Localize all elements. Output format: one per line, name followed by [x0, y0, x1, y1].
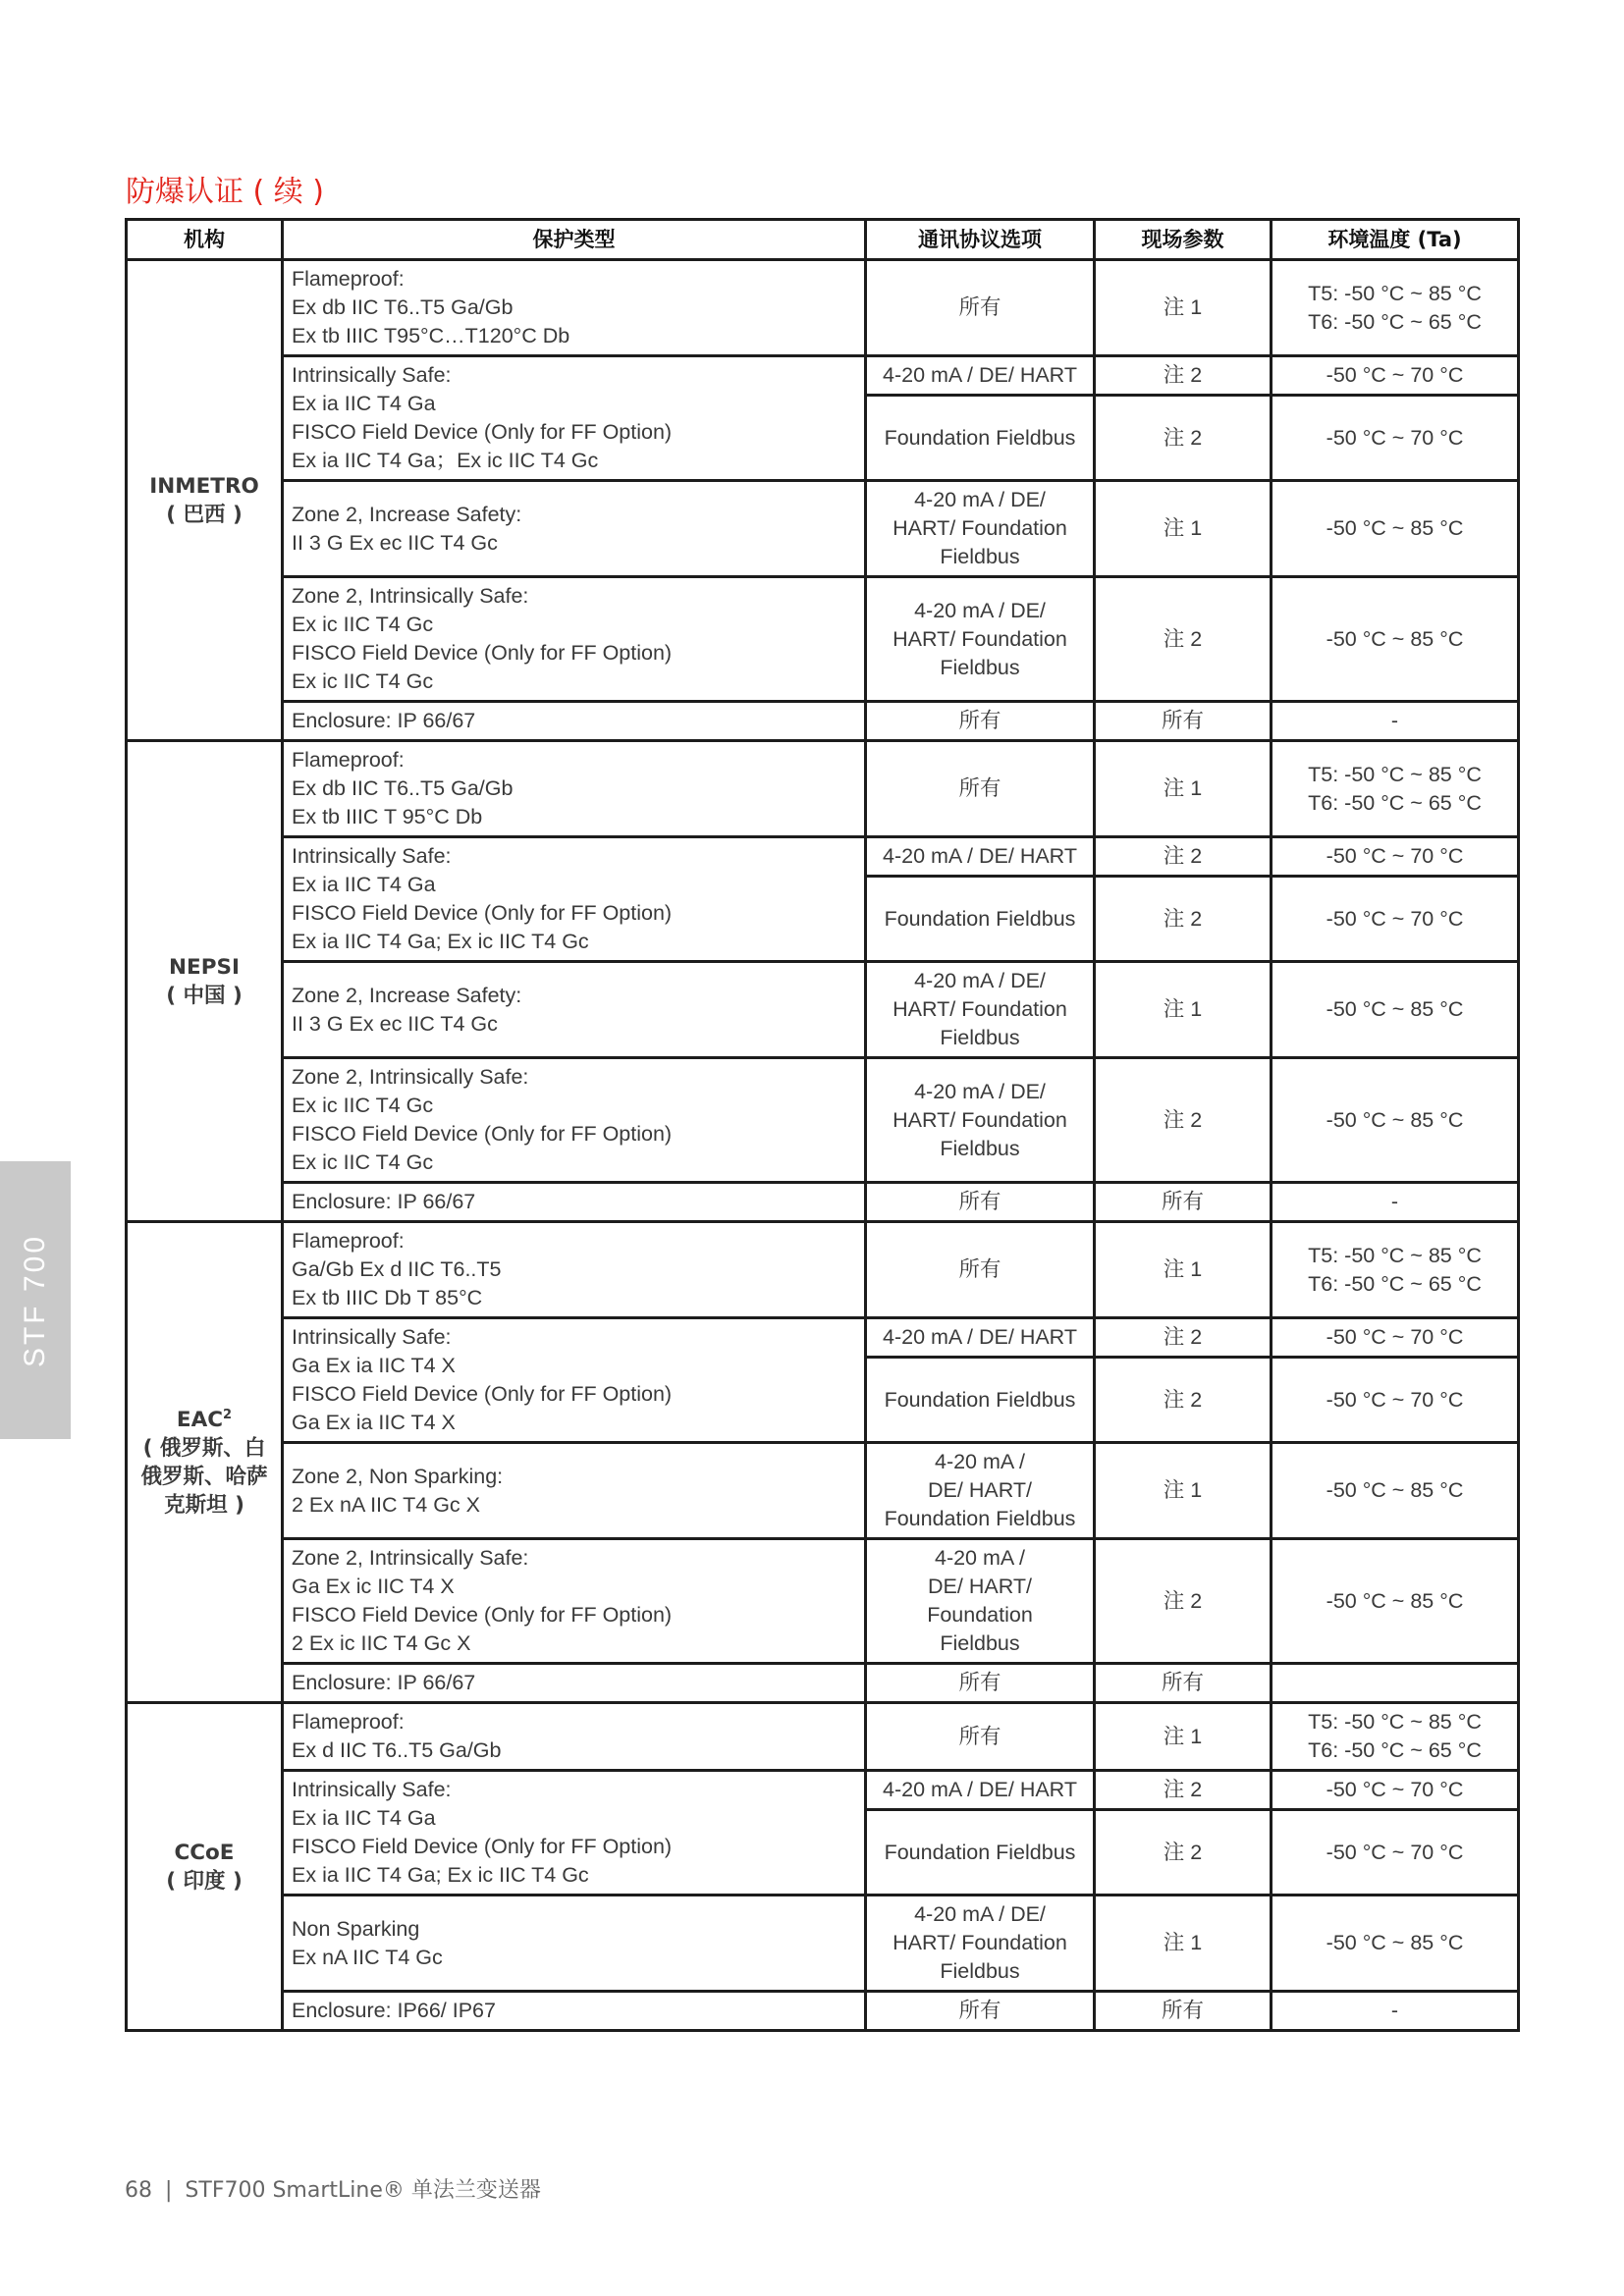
communication-cell-line: HART/ Foundation	[893, 626, 1067, 651]
communication-cell	[866, 837, 1095, 877]
ambient-temperature-cell-line: -50 °C ~ 70 °C	[1326, 425, 1464, 450]
protection-type-cell-line: Enclosure: IP 66/67	[292, 1671, 476, 1694]
agency-cell	[127, 1703, 283, 2031]
communication-cell	[866, 1703, 1095, 1771]
protection-type-cell	[283, 1222, 866, 1318]
ambient-temperature-cell	[1272, 1539, 1519, 1664]
header-ambient-temperature: 环境温度 (Ta)	[1272, 220, 1519, 260]
ambient-temperature-cell	[1272, 962, 1519, 1058]
communication-cell	[866, 356, 1095, 396]
communication-cell-line: 4-20 mA / DE/	[914, 969, 1046, 992]
field-parameters-cell: 注 1	[1095, 260, 1272, 356]
field-parameters-cell: 注 1	[1095, 1222, 1272, 1318]
protection-type-cell-line: Ex ia IIC T4 Ga; Ex ic IIC T4 Gc	[292, 930, 589, 953]
table-row	[127, 837, 1519, 877]
agency-region	[135, 1867, 273, 1896]
page-number: 68	[125, 2178, 152, 2203]
communication-cell-line: Foundation Fieldbus	[884, 1507, 1076, 1530]
table-row	[127, 1703, 1519, 1771]
protection-type-cell-line: Ex ia IIC T4 Ga	[292, 1806, 436, 1830]
field-parameters-cell: 注 1	[1095, 481, 1272, 577]
table-row	[127, 1058, 1519, 1183]
table-row	[127, 1664, 1519, 1703]
field-parameters-cell: 注 2	[1095, 1058, 1272, 1183]
communication-cell	[866, 1443, 1095, 1539]
communication-cell-line: 所有	[958, 776, 1001, 800]
ambient-temperature-cell	[1272, 1183, 1519, 1222]
field-parameters-cell: 注 2	[1095, 1539, 1272, 1664]
field-parameters-cell: 注 1	[1095, 741, 1272, 837]
field-parameters-cell: 注 2	[1095, 1810, 1272, 1896]
certification-table	[125, 218, 1520, 2032]
header-field-parameters: 现场参数	[1095, 220, 1272, 260]
communication-cell-line: 所有	[958, 1671, 1001, 1694]
ambient-temperature-cell-line: T5: -50 °C ~ 85 °C	[1308, 1710, 1482, 1734]
protection-type-cell-line: Ex ic IIC T4 Gc	[292, 1150, 434, 1174]
field-parameters-cell: 注 2	[1095, 1771, 1272, 1810]
table-body	[127, 260, 1519, 2031]
ambient-temperature-cell	[1272, 396, 1519, 481]
ambient-temperature-cell-line: -50 °C ~ 70 °C	[1326, 844, 1464, 868]
communication-cell	[866, 1810, 1095, 1896]
communication-cell	[866, 481, 1095, 577]
ambient-temperature-cell-line: T5: -50 °C ~ 85 °C	[1308, 281, 1482, 305]
communication-cell	[866, 1222, 1095, 1318]
ambient-temperature-cell-line: -	[1390, 709, 1399, 732]
communication-cell	[866, 577, 1095, 702]
ambient-temperature-cell	[1272, 1443, 1519, 1539]
ambient-temperature-cell-line: -50 °C ~ 85 °C	[1326, 1107, 1464, 1132]
ambient-temperature-cell	[1272, 741, 1519, 837]
ambient-temperature-cell	[1272, 837, 1519, 877]
table-row	[127, 577, 1519, 702]
protection-type-cell-line: Flameproof:	[292, 1229, 405, 1253]
protection-type-cell-line: Ex tb IIIC T 95°C Db	[292, 805, 483, 828]
protection-type-cell-line: Flameproof:	[292, 748, 405, 772]
communication-cell-line: Foundation Fieldbus	[884, 1387, 1076, 1412]
field-parameters-cell: 注 2	[1095, 877, 1272, 962]
footer-title: STF700 SmartLine® 单法兰变送器	[185, 2178, 541, 2203]
agency-region	[135, 982, 273, 1010]
agency-text: 克斯坦 )	[164, 1492, 244, 1518]
communication-cell	[866, 1992, 1095, 2031]
protection-type-cell-line: Ga Ex ia IIC T4 X	[292, 1354, 456, 1377]
communication-cell-line: HART/ Foundation	[893, 516, 1067, 540]
communication-cell-line: 4-20 mA /	[934, 1450, 1025, 1473]
agency-region	[135, 1434, 273, 1463]
ambient-temperature-cell	[1272, 1703, 1519, 1771]
protection-type-cell-line: Ex tb IIIC Db T 85°C	[292, 1286, 483, 1309]
ambient-temperature-cell	[1272, 1992, 1519, 2031]
protection-type-cell-line: FISCO Field Device (Only for FF Option)	[292, 641, 673, 665]
communication-cell-line: DE/ HART/	[928, 1478, 1032, 1502]
protection-type-cell	[283, 1539, 866, 1664]
protection-type-cell-line: FISCO Field Device (Only for FF Option)	[292, 420, 673, 444]
ambient-temperature-cell-line: -50 °C ~ 85 °C	[1326, 1478, 1464, 1502]
table-row	[127, 962, 1519, 1058]
communication-cell-line: Fieldbus	[940, 1959, 1020, 1983]
protection-type-cell-line: Zone 2, Increase Safety:	[292, 983, 522, 1007]
field-parameters-cell: 所有	[1095, 1992, 1272, 2031]
protection-type-cell-line: Ex db IIC T6..T5 Ga/Gb	[292, 776, 514, 800]
communication-cell-line: 4-20 mA / DE/ HART	[883, 844, 1077, 868]
communication-cell-line: 所有	[958, 1257, 1001, 1281]
field-parameters-cell: 注 1	[1095, 1896, 1272, 1992]
protection-type-cell	[283, 1664, 866, 1703]
communication-cell-line: Fieldbus	[940, 1136, 1020, 1160]
communication-cell-line: Foundation Fieldbus	[884, 906, 1076, 931]
communication-cell	[866, 962, 1095, 1058]
field-parameters-cell: 所有	[1095, 702, 1272, 741]
communication-cell-line: 4-20 mA /	[934, 1546, 1025, 1570]
agency-text: ( 印度 )	[166, 1868, 243, 1894]
communication-cell-line: 所有	[958, 1724, 1001, 1748]
protection-type-cell	[283, 1896, 866, 1992]
page-title: 防爆认证 ( 续 )	[126, 175, 325, 209]
communication-cell	[866, 260, 1095, 356]
protection-type-cell	[283, 577, 866, 702]
ambient-temperature-cell-line: -50 °C ~ 85 °C	[1326, 1588, 1464, 1613]
protection-type-cell	[283, 1443, 866, 1539]
table-row	[127, 481, 1519, 577]
protection-type-cell-line: Ga/Gb Ex d IIC T6..T5	[292, 1257, 502, 1281]
protection-type-cell-line: Enclosure: IP 66/67	[292, 709, 476, 732]
ambient-temperature-cell-line: T6: -50 °C ~ 65 °C	[1308, 1271, 1482, 1296]
agency-cell	[127, 260, 283, 741]
table-row	[127, 356, 1519, 396]
field-parameters-cell: 注 2	[1095, 1358, 1272, 1443]
communication-cell-line: Fieldbus	[940, 655, 1020, 679]
protection-type-cell	[283, 962, 866, 1058]
ambient-temperature-cell-line: -50 °C ~ 70 °C	[1326, 906, 1464, 931]
communication-cell-line: 所有	[958, 1999, 1001, 2022]
agency-text: EAC	[176, 1407, 224, 1432]
protection-type-cell-line: Flameproof:	[292, 1710, 405, 1734]
table-header-row	[127, 220, 1519, 260]
protection-type-cell-line: Zone 2, Intrinsically Safe:	[292, 1065, 529, 1089]
agency-text: 俄罗斯、哈萨	[140, 1464, 268, 1489]
table-row	[127, 702, 1519, 741]
communication-cell-line: HART/ Foundation	[893, 1931, 1067, 1954]
ambient-temperature-cell	[1272, 1318, 1519, 1358]
agency-text: ( 中国 )	[166, 983, 243, 1008]
communication-cell	[866, 1539, 1095, 1664]
ambient-temperature-cell	[1272, 481, 1519, 577]
ambient-temperature-cell-line: -50 °C ~ 70 °C	[1326, 1778, 1464, 1801]
communication-cell-line: Foundation	[927, 1603, 1033, 1627]
communication-cell-line: 所有	[958, 295, 1001, 319]
table-row	[127, 1896, 1519, 1992]
protection-type-cell-line: Ex tb IIIC T95°C…T120°C Db	[292, 324, 570, 347]
agency-name	[135, 1406, 273, 1434]
communication-cell	[866, 1358, 1095, 1443]
communication-cell-line: Fieldbus	[940, 545, 1020, 568]
header-agency: 机构	[127, 220, 283, 260]
protection-type-cell-line: Ex ic IIC T4 Gc	[292, 613, 434, 636]
communication-cell	[866, 741, 1095, 837]
agency-text: INMETRO	[149, 473, 259, 499]
agency-region	[135, 1491, 273, 1520]
protection-type-cell	[283, 741, 866, 837]
protection-type-cell	[283, 837, 866, 962]
ambient-temperature-cell	[1272, 702, 1519, 741]
communication-cell-line: 4-20 mA / DE/	[914, 488, 1046, 511]
protection-type-cell	[283, 1058, 866, 1183]
protection-type-cell	[283, 1771, 866, 1896]
communication-cell-line: 4-20 mA / DE/ HART	[883, 363, 1077, 387]
agency-cell	[127, 741, 283, 1222]
protection-type-cell-line: FISCO Field Device (Only for FF Option)	[292, 1835, 673, 1858]
field-parameters-cell: 注 2	[1095, 577, 1272, 702]
protection-type-cell-line: Intrinsically Safe:	[292, 844, 452, 868]
protection-type-cell-line: Intrinsically Safe:	[292, 1325, 452, 1349]
communication-cell-line: 4-20 mA / DE/ HART	[883, 1778, 1077, 1801]
communication-cell	[866, 1664, 1095, 1703]
agency-cell	[127, 1222, 283, 1703]
table-row	[127, 1539, 1519, 1664]
ambient-temperature-cell	[1272, 877, 1519, 962]
protection-type-cell	[283, 1703, 866, 1771]
protection-type-cell-line: FISCO Field Device (Only for FF Option)	[292, 1382, 673, 1406]
agency-text: NEPSI	[169, 954, 240, 980]
protection-type-cell-line: Ex ia IIC T4 Ga	[292, 392, 436, 415]
communication-cell-line: HART/ Foundation	[893, 1107, 1067, 1132]
protection-type-cell-line: Non Sparking	[292, 1916, 420, 1941]
ambient-temperature-cell-line: -	[1390, 1190, 1399, 1213]
agency-footnote-mark: 2	[223, 1407, 233, 1422]
footer-separator: |	[165, 2178, 173, 2203]
communication-cell-line: DE/ HART/	[928, 1575, 1032, 1598]
ambient-temperature-cell-line: -	[1390, 1999, 1399, 2022]
ambient-temperature-cell-line: -50 °C ~ 70 °C	[1326, 1387, 1464, 1412]
protection-type-cell-line: FISCO Field Device (Only for FF Option)	[292, 1122, 673, 1146]
ambient-temperature-cell	[1272, 1058, 1519, 1183]
agency-name	[135, 1839, 273, 1867]
table-row	[127, 260, 1519, 356]
ambient-temperature-cell-line: -50 °C ~ 70 °C	[1326, 363, 1464, 387]
protection-type-cell-line: FISCO Field Device (Only for FF Option)	[292, 901, 673, 925]
table-row	[127, 1183, 1519, 1222]
ambient-temperature-cell	[1272, 260, 1519, 356]
table-row	[127, 1222, 1519, 1318]
agency-name	[135, 953, 273, 982]
communication-cell	[866, 1183, 1095, 1222]
communication-cell	[866, 702, 1095, 741]
communication-cell	[866, 1318, 1095, 1358]
page-footer	[125, 2173, 547, 2204]
ambient-temperature-cell	[1272, 1358, 1519, 1443]
table-row	[127, 1318, 1519, 1358]
field-parameters-cell: 注 1	[1095, 962, 1272, 1058]
protection-type-cell-line: Zone 2, Intrinsically Safe:	[292, 584, 529, 608]
protection-type-cell-line: Ex ia IIC T4 Ga	[292, 873, 436, 896]
table-row	[127, 1992, 1519, 2031]
ambient-temperature-cell-line: T6: -50 °C ~ 65 °C	[1308, 790, 1482, 815]
ambient-temperature-cell	[1272, 356, 1519, 396]
field-parameters-cell: 所有	[1095, 1664, 1272, 1703]
protection-type-cell	[283, 1318, 866, 1443]
field-parameters-cell: 注 1	[1095, 1443, 1272, 1539]
protection-type-cell-line: Zone 2, Intrinsically Safe:	[292, 1546, 529, 1570]
protection-type-cell-line: Ex d IIC T6..T5 Ga/Gb	[292, 1738, 502, 1762]
communication-cell-line: Fieldbus	[940, 1631, 1020, 1655]
communication-cell-line: 4-20 mA / DE/	[914, 1079, 1046, 1103]
communication-cell-line: Foundation Fieldbus	[884, 1840, 1076, 1864]
ambient-temperature-cell-line: T6: -50 °C ~ 65 °C	[1308, 1738, 1482, 1762]
ambient-temperature-cell-line: T6: -50 °C ~ 65 °C	[1308, 309, 1482, 334]
protection-type-cell-line: Ex ic IIC T4 Gc	[292, 1094, 434, 1117]
header-communication: 通讯协议选项	[866, 220, 1095, 260]
ambient-temperature-cell-line: -50 °C ~ 85 °C	[1326, 1931, 1464, 1954]
table-row	[127, 1771, 1519, 1810]
protection-type-cell	[283, 356, 866, 481]
field-parameters-cell: 注 2	[1095, 837, 1272, 877]
communication-cell	[866, 1896, 1095, 1992]
communication-cell	[866, 1058, 1095, 1183]
table-row	[127, 1443, 1519, 1539]
protection-type-cell-line: Ga Ex ic IIC T4 X	[292, 1575, 455, 1598]
communication-cell-line: Fieldbus	[940, 1026, 1020, 1049]
protection-type-cell-line: Ga Ex ia IIC T4 X	[292, 1411, 456, 1434]
side-tab-label: STF 700	[19, 1233, 51, 1367]
protection-type-cell	[283, 702, 866, 741]
ambient-temperature-cell-line: -50 °C ~ 85 °C	[1326, 516, 1464, 540]
protection-type-cell-line: II 3 G Ex ec IIC T4 Gc	[292, 530, 498, 555]
protection-type-cell-line: Zone 2, Increase Safety:	[292, 502, 522, 526]
ambient-temperature-cell-line: T5: -50 °C ~ 85 °C	[1308, 1243, 1482, 1267]
communication-cell-line: 4-20 mA / DE/	[914, 1902, 1046, 1926]
communication-cell	[866, 877, 1095, 962]
protection-type-cell-line: Intrinsically Safe:	[292, 363, 452, 387]
field-parameters-cell: 所有	[1095, 1183, 1272, 1222]
ambient-temperature-cell	[1272, 1810, 1519, 1896]
communication-cell-line: Foundation Fieldbus	[884, 425, 1076, 450]
agency-text: ( 巴西 )	[166, 502, 243, 527]
communication-cell-line: 4-20 mA / DE/ HART	[883, 1325, 1077, 1349]
agency-text: CCoE	[174, 1840, 235, 1865]
field-parameters-cell: 注 2	[1095, 396, 1272, 481]
protection-type-cell-line: Enclosure: IP66/ IP67	[292, 1999, 496, 2022]
protection-type-cell-line: Intrinsically Safe:	[292, 1778, 452, 1801]
protection-type-cell-line: Ex ic IIC T4 Gc	[292, 669, 434, 693]
protection-type-cell	[283, 481, 866, 577]
agency-name	[135, 472, 273, 501]
table-row	[127, 741, 1519, 837]
protection-type-cell	[283, 260, 866, 356]
ambient-temperature-cell-line: -50 °C ~ 70 °C	[1326, 1840, 1464, 1864]
communication-cell-line: 所有	[958, 709, 1001, 732]
communication-cell	[866, 1771, 1095, 1810]
protection-type-cell-line: Enclosure: IP 66/67	[292, 1190, 476, 1213]
communication-cell-line: 所有	[958, 1190, 1001, 1213]
ambient-temperature-cell-line: -50 °C ~ 85 °C	[1326, 997, 1464, 1021]
side-tab	[0, 1161, 71, 1439]
protection-type-cell-line: 2 Ex ic IIC T4 Gc X	[292, 1631, 471, 1655]
protection-type-cell	[283, 1183, 866, 1222]
communication-cell	[866, 396, 1095, 481]
protection-type-cell-line: Flameproof:	[292, 267, 405, 291]
protection-type-cell-line: Ex db IIC T6..T5 Ga/Gb	[292, 295, 514, 319]
protection-type-cell	[283, 1992, 866, 2031]
protection-type-cell-line: 2 Ex nA IIC T4 Gc X	[292, 1492, 480, 1517]
agency-region	[135, 501, 273, 529]
header-protection-type: 保护类型	[283, 220, 866, 260]
ambient-temperature-cell-line: -50 °C ~ 85 °C	[1326, 626, 1464, 651]
field-parameters-cell: 注 2	[1095, 356, 1272, 396]
communication-cell-line: HART/ Foundation	[893, 997, 1067, 1021]
protection-type-cell-line: Ex nA IIC T4 Gc	[292, 1945, 443, 1969]
communication-cell-line: 4-20 mA / DE/	[914, 598, 1046, 622]
protection-type-cell-line: Zone 2, Non Sparking:	[292, 1464, 504, 1488]
ambient-temperature-cell	[1272, 577, 1519, 702]
protection-type-cell-line: Ex ia IIC T4 Ga; Ex ic IIC T4 Gc	[292, 1863, 589, 1887]
protection-type-cell-line: Ex ia IIC T4 Ga；Ex ic IIC T4 Gc	[292, 449, 599, 472]
field-parameters-cell: 注 1	[1095, 1703, 1272, 1771]
agency-text: ( 俄罗斯、白	[142, 1435, 266, 1461]
ambient-temperature-cell-line: T5: -50 °C ~ 85 °C	[1308, 762, 1482, 786]
protection-type-cell-line: FISCO Field Device (Only for FF Option)	[292, 1603, 673, 1627]
ambient-temperature-cell	[1272, 1222, 1519, 1318]
ambient-temperature-cell-line: -50 °C ~ 70 °C	[1326, 1325, 1464, 1349]
field-parameters-cell: 注 2	[1095, 1318, 1272, 1358]
ambient-temperature-cell	[1272, 1664, 1519, 1703]
agency-region	[135, 1463, 273, 1491]
ambient-temperature-cell	[1272, 1771, 1519, 1810]
ambient-temperature-cell	[1272, 1896, 1519, 1992]
protection-type-cell-line: II 3 G Ex ec IIC T4 Gc	[292, 1011, 498, 1036]
